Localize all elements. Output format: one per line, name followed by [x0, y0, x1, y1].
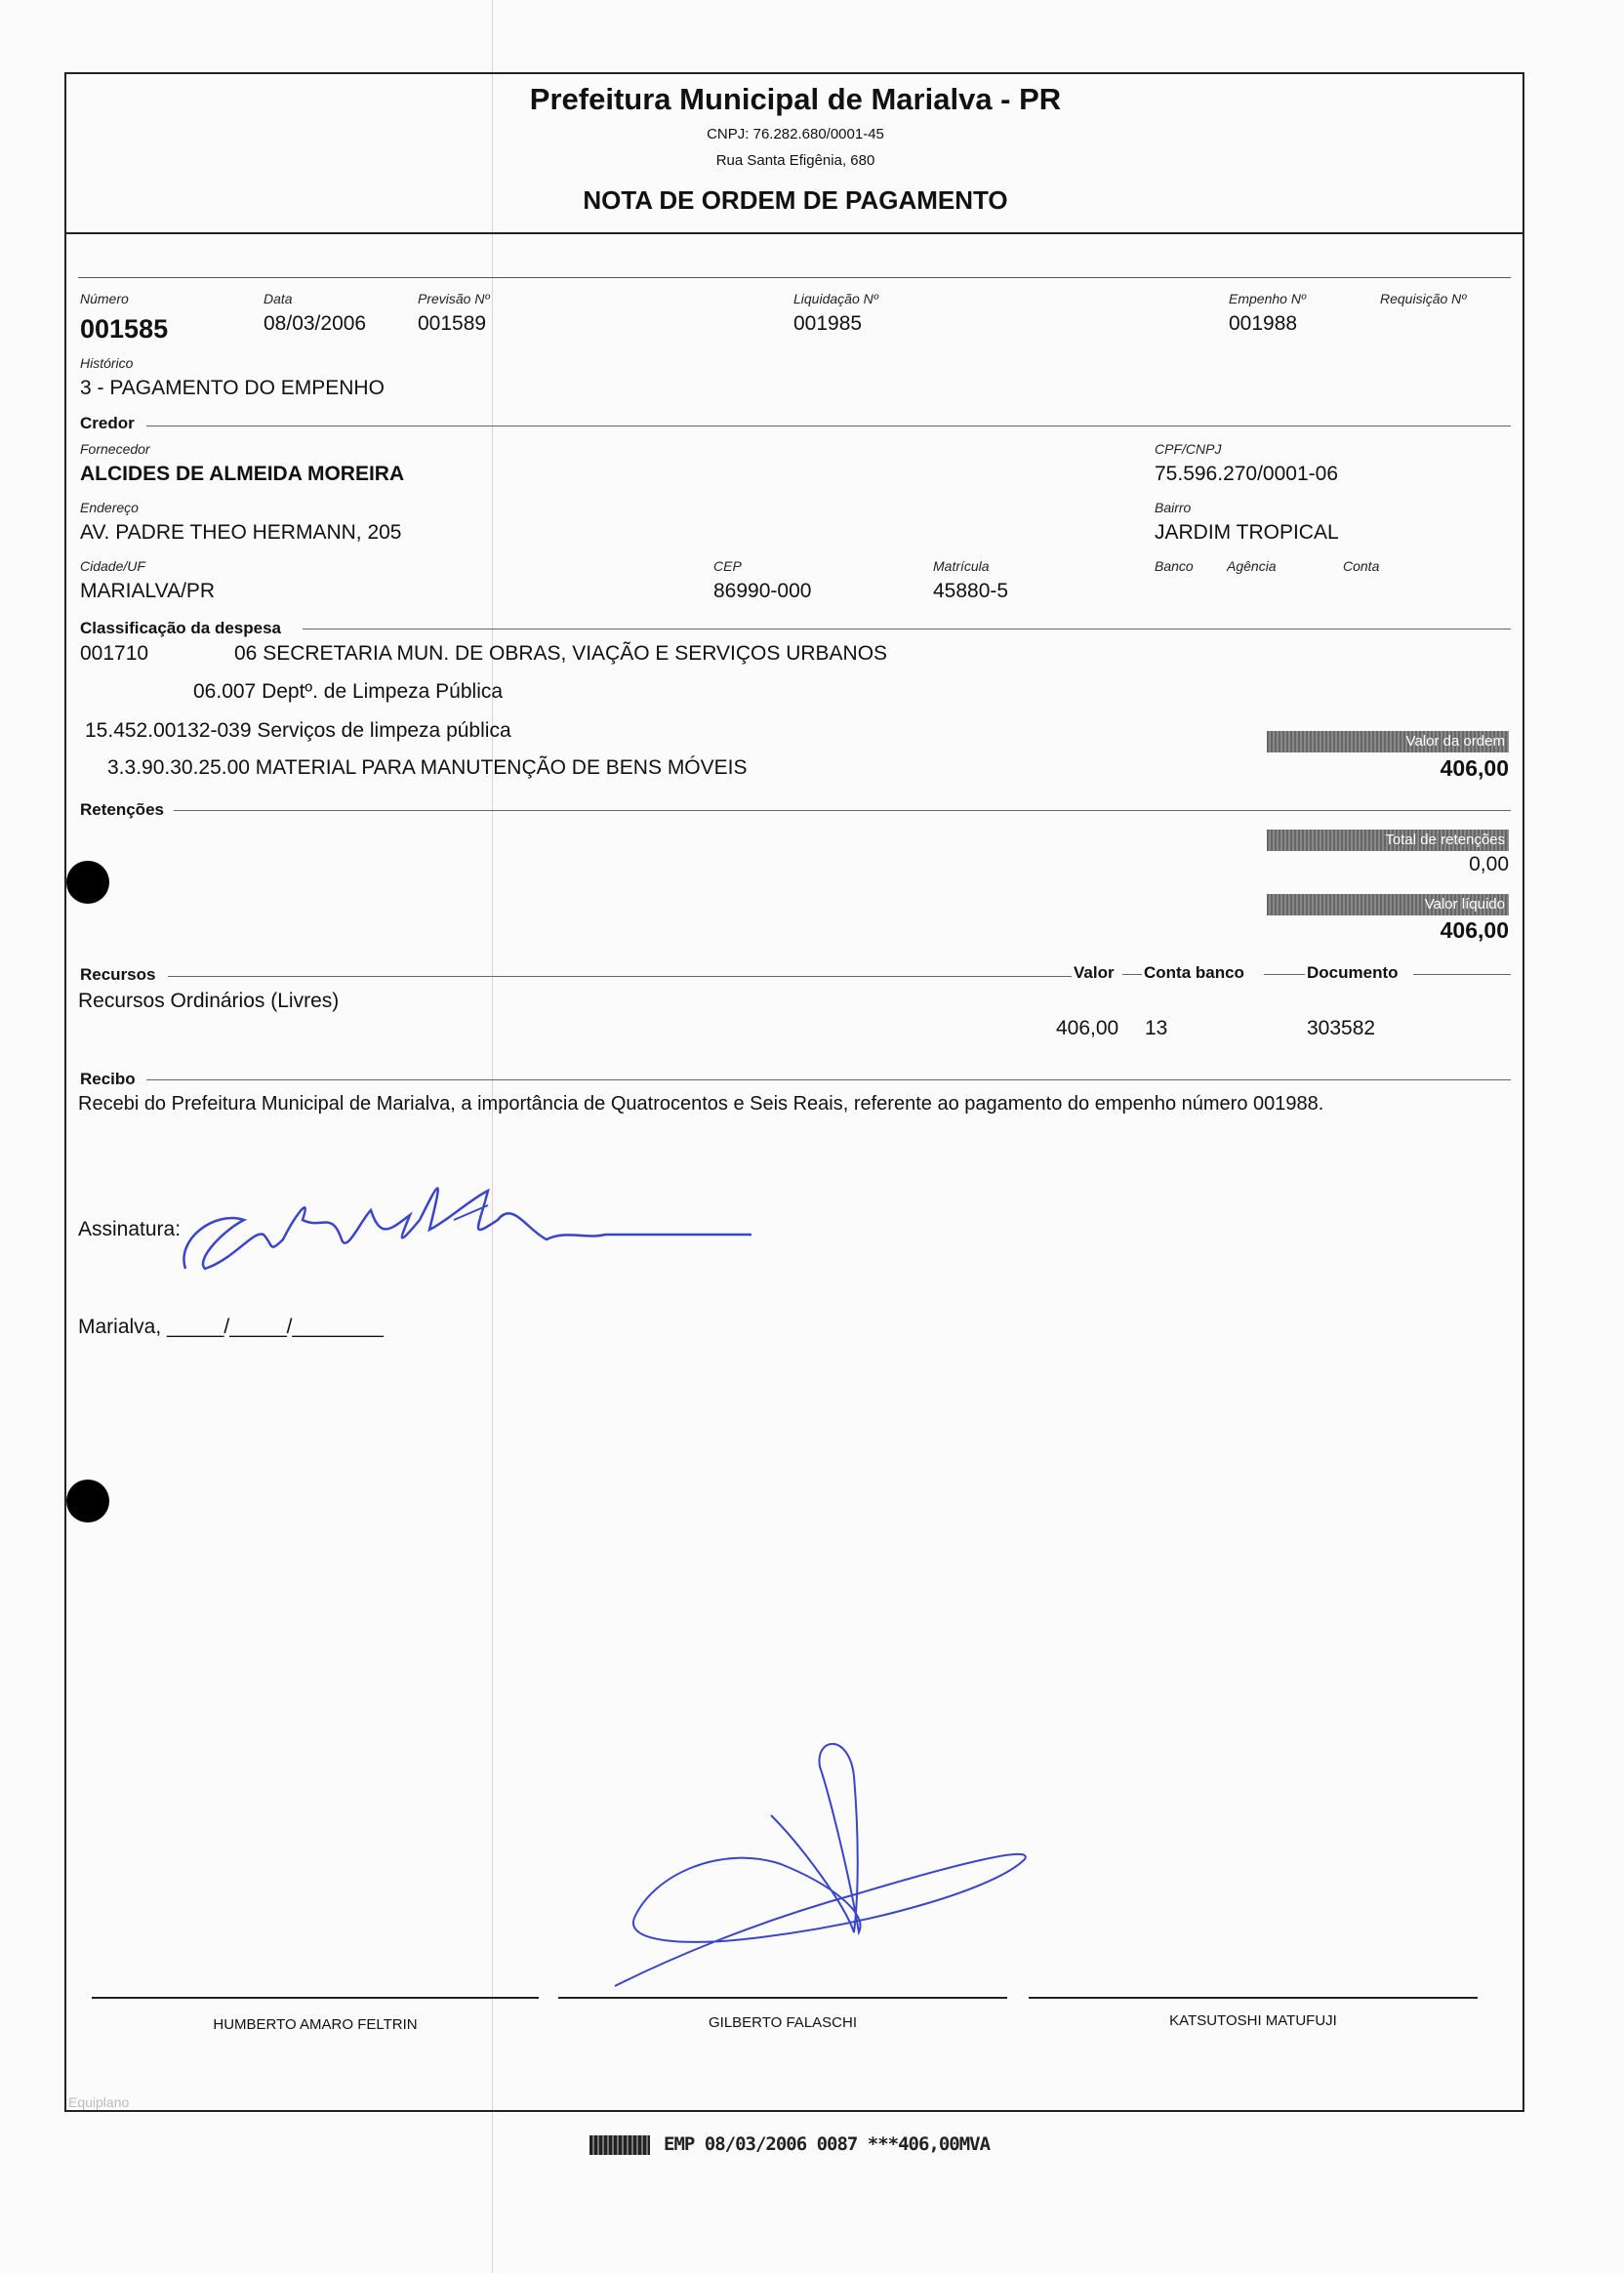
recibo-text: Recebi do Prefeitura Municipal de Marialva, a importância de Quatrocentos e Seis Reais, referente ao pagamento do empenho número 001988.: [78, 1093, 1324, 1115]
previsao-label: Previsão Nº: [418, 291, 490, 306]
data-value: 08/03/2006: [264, 312, 367, 335]
classificacao-line-4: 3.3.90.30.25.00 MATERIAL PARA MANUTENÇÃO DE BENS MÓVEIS: [107, 756, 748, 779]
liquidacao-value: 001985: [793, 312, 863, 335]
recursos-col-line-2: [1264, 974, 1305, 975]
org-cnpj: CNPJ: 76.282.680/0001-45: [707, 126, 884, 142]
recursos-section-title: Recursos: [80, 965, 156, 984]
recursos-documento: 303582: [1307, 1017, 1376, 1039]
punch-hole-bottom: [66, 1480, 109, 1522]
classificacao-code: 001710: [80, 642, 149, 665]
liquidacao-label: Liquidação Nº: [793, 291, 878, 306]
stamp-logo-icon: [589, 2135, 650, 2155]
bairro-label: Bairro: [1155, 500, 1192, 515]
recursos-col-conta: Conta banco: [1144, 963, 1244, 982]
requisicao-label: Requisição Nº: [1380, 291, 1467, 306]
signature-line-2: [558, 1997, 1007, 1999]
agencia-label: Agência: [1227, 558, 1277, 574]
recursos-section-line: [168, 976, 1072, 977]
classificacao-line-1: 06 SECRETARIA MUN. DE OBRAS, VIAÇÃO E SERVIÇOS URBANOS: [234, 642, 888, 665]
recursos-desc: Recursos Ordinários (Livres): [78, 990, 340, 1012]
endereco-label: Endereço: [80, 500, 139, 515]
matricula-value: 45880-5: [933, 580, 1009, 602]
cpf-value: 75.596.270/0001-06: [1155, 463, 1339, 485]
valor-liquido-label: Valor líquido: [1267, 894, 1509, 915]
valor-ordem-value: 406,00: [1440, 755, 1509, 781]
valor-liquido-value: 406,00: [1440, 917, 1509, 943]
signatory-name-2: GILBERTO FALASCHI: [709, 2014, 857, 2031]
org-address: Rua Santa Efigênia, 680: [715, 152, 875, 169]
matricula-label: Matrícula: [933, 558, 990, 574]
recibo-section-line: [146, 1079, 1511, 1080]
signature-line-1: [92, 1997, 539, 1999]
bairro-value: JARDIM TROPICAL: [1155, 521, 1339, 544]
recursos-col-line-1: [1122, 974, 1142, 975]
retencoes-section-title: Retenções: [80, 800, 164, 819]
ident-top-line: [78, 277, 1511, 278]
fornecedor-label: Fornecedor: [80, 441, 150, 457]
cidade-label: Cidade/UF: [80, 558, 145, 574]
numero-label: Número: [80, 291, 129, 306]
recursos-col-valor: Valor: [1074, 963, 1115, 982]
recursos-col-documento: Documento: [1307, 963, 1399, 982]
cep-value: 86990-000: [713, 580, 812, 602]
data-label: Data: [264, 291, 293, 306]
classificacao-line-3: 15.452.00132-039 Serviços de limpeza pública: [85, 719, 511, 742]
endereco-value: AV. PADRE THEO HERMANN, 205: [80, 521, 402, 544]
retencoes-section-line: [174, 810, 1511, 811]
cidade-value: MARIALVA/PR: [80, 580, 216, 602]
bank-stamp: EMP 08/03/2006 0087 ***406,00MVA: [664, 2133, 991, 2155]
historico-label: Histórico: [80, 355, 134, 371]
recipient-signature: [176, 1161, 761, 1279]
classificacao-line-2: 06.007 Deptº. de Limpeza Pública: [193, 680, 504, 703]
empenho-label: Empenho Nº: [1229, 291, 1307, 306]
signatory-name-1: HUMBERTO AMARO FELTRIN: [213, 2016, 418, 2033]
recursos-col-line-3: [1413, 974, 1511, 975]
authority-signature: [605, 1727, 1054, 2001]
numero-value: 001585: [80, 314, 169, 344]
assinatura-label: Assinatura:: [78, 1218, 182, 1240]
cep-label: CEP: [713, 558, 742, 574]
equiplano-brand: Equiplano: [68, 2094, 130, 2110]
empenho-value: 001988: [1229, 312, 1298, 335]
total-retencoes-label: Total de retenções: [1267, 830, 1509, 851]
signatory-name-3: KATSUTOSHI MATUFUJI: [1169, 2012, 1337, 2029]
banco-label: Banco: [1155, 558, 1194, 574]
recursos-valor: 406,00: [1056, 1017, 1119, 1039]
fornecedor-value: ALCIDES DE ALMEIDA MOREIRA: [80, 463, 405, 485]
valor-ordem-label: Valor da ordem: [1267, 731, 1509, 752]
recursos-conta: 13: [1145, 1017, 1168, 1039]
org-name: Prefeitura Municipal de Marialva - PR: [529, 82, 1062, 116]
document-title: NOTA DE ORDEM DE PAGAMENTO: [583, 185, 1008, 215]
total-retencoes-value: 0,00: [1469, 853, 1509, 875]
signature-line-3: [1029, 1997, 1478, 1999]
local-data-line: Marialva, _____/_____/________: [78, 1316, 384, 1338]
previsao-value: 001589: [418, 312, 487, 335]
recibo-section-title: Recibo: [80, 1070, 136, 1088]
conta-label: Conta: [1343, 558, 1380, 574]
credor-section-title: Credor: [80, 414, 135, 432]
cpf-label: CPF/CNPJ: [1155, 441, 1222, 457]
punch-hole-top: [66, 861, 109, 904]
historico-value: 3 - PAGAMENTO DO EMPENHO: [80, 377, 385, 399]
classificacao-section-title: Classificação da despesa: [80, 619, 282, 637]
header-divider: [64, 232, 1524, 234]
